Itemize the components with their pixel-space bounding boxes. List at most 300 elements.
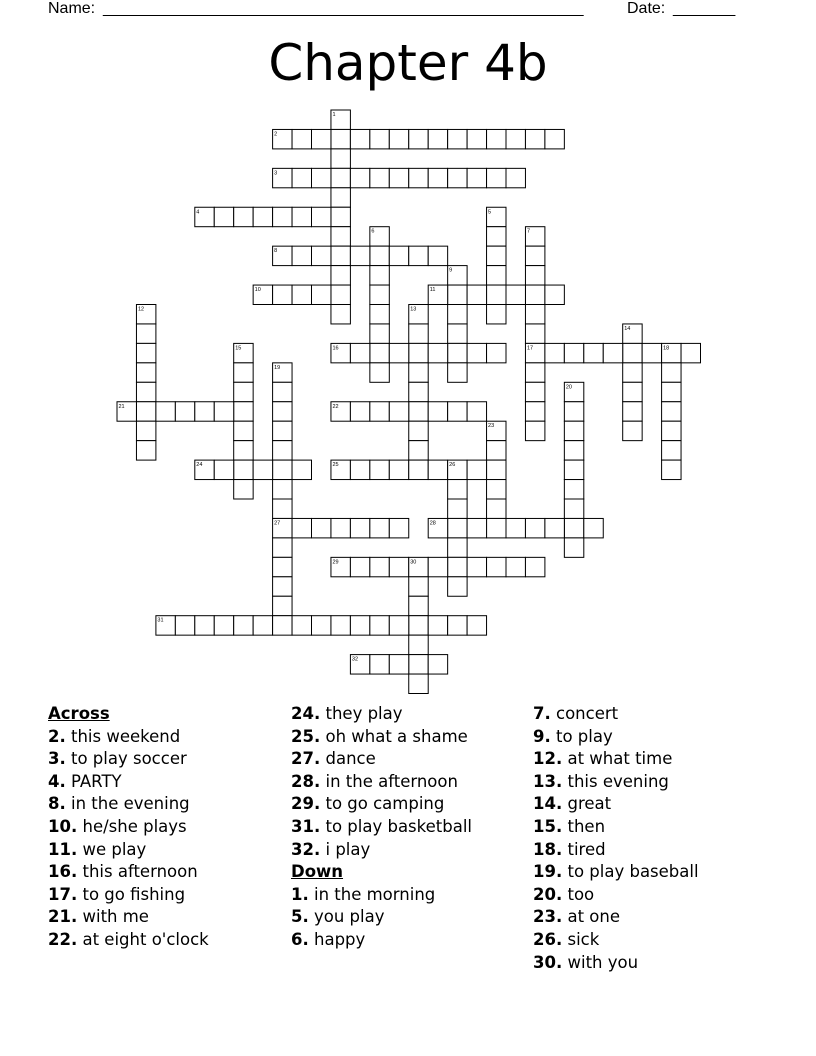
crossword-cell[interactable] (273, 557, 292, 576)
crossword-cell[interactable] (136, 343, 155, 362)
crossword-cell[interactable] (448, 402, 467, 421)
crossword-cell[interactable] (273, 402, 292, 421)
crossword-cell[interactable] (370, 655, 389, 674)
cell-number: 9 (449, 267, 453, 274)
crossword-cell[interactable] (292, 129, 311, 148)
crossword-cell[interactable] (273, 616, 292, 635)
name-label: Name: (48, 0, 96, 17)
crossword-cell[interactable] (214, 616, 233, 635)
crossword-cell[interactable] (331, 227, 350, 246)
crossword-cell[interactable] (214, 402, 233, 421)
crossword-cell[interactable] (370, 616, 389, 635)
cell-number: 12 (137, 306, 145, 313)
clue-text: he/she plays (82, 816, 187, 836)
crossword-cell[interactable] (525, 305, 544, 324)
crossword-cell[interactable] (564, 499, 583, 518)
clue-number: 2. (48, 726, 66, 746)
clue-number: 17. (48, 884, 78, 904)
crossword-cell[interactable] (642, 343, 661, 362)
crossword-cell[interactable] (506, 129, 525, 148)
clue-text: to play basketball (325, 816, 472, 836)
clue-text: at eight o'clock (82, 929, 209, 949)
crossword-cell[interactable] (428, 460, 447, 479)
crossword-cell[interactable] (448, 168, 467, 187)
crossword-cell[interactable] (428, 246, 447, 265)
crossword-cell[interactable] (350, 168, 369, 187)
crossword-cell[interactable] (467, 557, 486, 576)
crossword-cell[interactable] (409, 363, 428, 382)
clue-text: in the morning (314, 884, 436, 904)
clue-number: 18. (533, 839, 563, 859)
crossword-cell[interactable] (448, 324, 467, 343)
crossword-cell[interactable] (389, 402, 408, 421)
crossword-cell[interactable] (428, 343, 447, 362)
crossword-cell[interactable] (428, 402, 447, 421)
crossword-cell[interactable] (506, 518, 525, 537)
cell-number: 31 (157, 617, 164, 624)
crossword-cell[interactable] (662, 363, 681, 382)
clue-down (533, 929, 773, 952)
clue-across (48, 861, 288, 884)
crossword-cell[interactable] (312, 207, 331, 226)
crossword-cell[interactable] (273, 382, 292, 401)
crossword-cell[interactable] (234, 402, 253, 421)
crossword-cell[interactable] (292, 285, 311, 304)
crossword-cell[interactable] (623, 421, 642, 440)
clue-down (533, 952, 773, 975)
crossword-cell[interactable] (487, 518, 506, 537)
crossword-cell[interactable] (681, 343, 700, 362)
crossword-cell[interactable] (487, 480, 506, 499)
crossword-cell[interactable] (370, 324, 389, 343)
crossword-cell[interactable] (273, 577, 292, 596)
clue-down (533, 906, 773, 929)
clue-text: to go fishing (82, 884, 186, 904)
crossword-cell[interactable] (525, 246, 544, 265)
cell-number: 28 (429, 520, 436, 527)
crossword-cell[interactable] (350, 402, 369, 421)
crossword-cell[interactable] (448, 285, 467, 304)
cell-number: 22 (332, 403, 339, 410)
crossword-cell[interactable] (389, 655, 408, 674)
crossword-cell[interactable] (409, 616, 428, 635)
clue-number: 26. (533, 929, 563, 949)
crossword-cell[interactable] (409, 129, 428, 148)
crossword-cell[interactable] (214, 460, 233, 479)
crossword-cell[interactable] (487, 227, 506, 246)
crossword-cell[interactable] (409, 577, 428, 596)
crossword-cell[interactable] (448, 480, 467, 499)
crossword-cell[interactable] (525, 421, 544, 440)
clue-number: 28. (291, 771, 321, 791)
name-blank-line[interactable]: ______________________________________________________ (103, 0, 584, 17)
crossword-cell[interactable] (312, 616, 331, 635)
crossword-cell[interactable] (603, 343, 622, 362)
crossword-cell[interactable] (467, 168, 486, 187)
crossword-cell[interactable] (292, 168, 311, 187)
cell-number: 26 (449, 462, 456, 469)
crossword-cell[interactable] (448, 577, 467, 596)
down-heading: Down (291, 862, 344, 882)
crossword-cell[interactable] (175, 402, 194, 421)
crossword-cell[interactable] (370, 246, 389, 265)
clue-down (291, 929, 531, 952)
crossword-cell[interactable] (467, 285, 486, 304)
crossword-cell[interactable] (409, 674, 428, 693)
crossword-cell[interactable] (350, 616, 369, 635)
crossword-cell[interactable] (234, 421, 253, 440)
crossword-cell[interactable] (525, 557, 544, 576)
crossword-cell[interactable] (448, 499, 467, 518)
crossword-cell[interactable] (273, 538, 292, 557)
crossword-cell[interactable] (525, 266, 544, 285)
crossword-cell[interactable] (331, 285, 350, 304)
crossword-cell[interactable] (331, 518, 350, 537)
crossword-cell[interactable] (564, 460, 583, 479)
crossword-cell[interactable] (409, 246, 428, 265)
crossword-cell[interactable] (662, 402, 681, 421)
crossword-cell[interactable] (253, 207, 272, 226)
crossword-cell[interactable] (662, 382, 681, 401)
crossword-cell[interactable] (623, 363, 642, 382)
clue-column-2 (291, 703, 531, 952)
crossword-cell[interactable] (428, 616, 447, 635)
clue-down (291, 884, 531, 907)
crossword-cell[interactable] (234, 441, 253, 460)
crossword-cell[interactable] (136, 402, 155, 421)
crossword-cell[interactable] (389, 518, 408, 537)
clue-number: 20. (533, 884, 563, 904)
crossword-cell[interactable] (487, 499, 506, 518)
clue-across (48, 793, 288, 816)
clue-number: 13. (533, 771, 563, 791)
crossword-cell[interactable] (136, 441, 155, 460)
crossword-cell[interactable] (564, 402, 583, 421)
crossword-cell[interactable] (331, 188, 350, 207)
cell-number: 19 (274, 364, 281, 371)
crossword-cell[interactable] (331, 149, 350, 168)
clue-column-1 (48, 703, 288, 952)
crossword-cell[interactable] (312, 285, 331, 304)
crossword-cell[interactable] (389, 557, 408, 576)
crossword-cell[interactable] (292, 207, 311, 226)
crossword-cell[interactable] (370, 168, 389, 187)
crossword-cell[interactable] (428, 129, 447, 148)
cell-number: 15 (235, 345, 242, 352)
crossword-cell[interactable] (448, 129, 467, 148)
crossword-cell[interactable] (350, 557, 369, 576)
crossword-cell[interactable] (350, 518, 369, 537)
crossword-cell[interactable] (564, 421, 583, 440)
crossword-cell[interactable] (234, 616, 253, 635)
cell-number: 29 (332, 559, 339, 566)
crossword-cell[interactable] (370, 285, 389, 304)
crossword-cell[interactable] (234, 382, 253, 401)
clue-across (48, 726, 288, 749)
crossword-cell[interactable] (312, 518, 331, 537)
crossword-cell[interactable] (273, 460, 292, 479)
clue-text: oh what a shame (325, 726, 468, 746)
crossword-cell[interactable] (525, 363, 544, 382)
crossword-cell[interactable] (273, 596, 292, 615)
crossword-cell[interactable] (409, 460, 428, 479)
crossword-cell[interactable] (487, 343, 506, 362)
crossword-cell[interactable] (467, 518, 486, 537)
crossword-cell[interactable] (487, 246, 506, 265)
clue-number: 21. (48, 907, 78, 927)
clue-text: to go camping (325, 794, 445, 814)
crossword-cell[interactable] (525, 324, 544, 343)
crossword-cell[interactable] (506, 168, 525, 187)
crossword-cell[interactable] (487, 460, 506, 479)
crossword-cell[interactable] (487, 266, 506, 285)
clue-text: we play (82, 839, 147, 859)
crossword-cell[interactable] (448, 538, 467, 557)
cell-number: 25 (332, 462, 339, 469)
clue-down (533, 839, 773, 862)
crossword-cell[interactable] (428, 168, 447, 187)
cell-number: 20 (565, 384, 572, 391)
crossword-cell[interactable] (195, 402, 214, 421)
crossword-cell[interactable] (487, 305, 506, 324)
crossword-cell[interactable] (292, 518, 311, 537)
clue-number: 6. (291, 929, 309, 949)
crossword-cell[interactable] (370, 402, 389, 421)
crossword-cell[interactable] (409, 402, 428, 421)
crossword-cell[interactable] (292, 616, 311, 635)
crossword-cell[interactable] (350, 246, 369, 265)
crossword-cell[interactable] (273, 207, 292, 226)
crossword-cell[interactable] (428, 655, 447, 674)
clue-number: 29. (291, 794, 321, 814)
crossword-cell[interactable] (234, 460, 253, 479)
crossword-cell[interactable] (136, 382, 155, 401)
clue-across (291, 771, 531, 794)
clue-number: 27. (291, 749, 321, 769)
clue-text: dance (325, 749, 376, 769)
clue-number: 5. (291, 907, 309, 927)
crossword-cell[interactable] (370, 266, 389, 285)
cell-number: 23 (488, 423, 495, 430)
clue-text: with me (82, 907, 149, 927)
crossword-cell[interactable] (662, 460, 681, 479)
clue-number: 1. (291, 884, 309, 904)
crossword-cell[interactable] (234, 480, 253, 499)
crossword-cell[interactable] (389, 168, 408, 187)
crossword-cell[interactable] (584, 518, 603, 537)
cell-number: 17 (526, 345, 534, 352)
clue-number: 24. (291, 704, 321, 723)
clue-down (291, 906, 531, 929)
crossword-cell[interactable] (350, 460, 369, 479)
crossword-cell[interactable] (545, 518, 564, 537)
crossword-cell[interactable] (273, 480, 292, 499)
clue-text: concert (556, 704, 619, 723)
crossword-cell[interactable] (545, 285, 564, 304)
crossword-cell[interactable] (409, 655, 428, 674)
clue-down (533, 771, 773, 794)
crossword-cell[interactable] (525, 402, 544, 421)
clue-text: great (567, 794, 612, 814)
crossword-cell[interactable] (467, 460, 486, 479)
clue-number: 11. (48, 839, 78, 859)
crossword-cell[interactable] (292, 246, 311, 265)
clue-number: 19. (533, 862, 563, 882)
crossword-cell[interactable] (467, 129, 486, 148)
crossword-cell[interactable] (292, 460, 311, 479)
crossword-cell[interactable] (273, 421, 292, 440)
crossword-cell[interactable] (448, 518, 467, 537)
crossword-cell[interactable] (623, 343, 642, 362)
crossword-cell[interactable] (331, 207, 350, 226)
crossword-cell[interactable] (234, 207, 253, 226)
crossword-cell[interactable] (389, 246, 408, 265)
cell-number: 30 (410, 559, 417, 566)
crossword-cell[interactable] (331, 246, 350, 265)
crossword-cell[interactable] (234, 363, 253, 382)
crossword-cell[interactable] (389, 460, 408, 479)
crossword-cell[interactable] (273, 285, 292, 304)
clue-down (533, 861, 773, 884)
clue-number: 8. (48, 794, 66, 814)
crossword-cell[interactable] (136, 324, 155, 343)
crossword-cell[interactable] (370, 305, 389, 324)
crossword-cell[interactable] (487, 129, 506, 148)
crossword-cell[interactable] (564, 480, 583, 499)
crossword-cell[interactable] (389, 616, 408, 635)
clue-text: this evening (567, 771, 669, 791)
crossword-cell[interactable] (195, 616, 214, 635)
crossword-cell[interactable] (564, 518, 583, 537)
crossword-cell[interactable] (448, 363, 467, 382)
clue-across (291, 726, 531, 749)
clue-text: in the evening (71, 794, 190, 814)
crossword-cell[interactable] (370, 557, 389, 576)
crossword-cell[interactable] (370, 129, 389, 148)
cell-number: 24 (196, 462, 203, 469)
crossword-cell[interactable] (448, 557, 467, 576)
clue-number: 14. (533, 794, 563, 814)
crossword-cell[interactable] (564, 538, 583, 557)
crossword-cell[interactable] (428, 557, 447, 576)
crossword-cell[interactable] (175, 616, 194, 635)
crossword-cell[interactable] (331, 266, 350, 285)
crossword-cell[interactable] (662, 421, 681, 440)
clue-text: this afternoon (82, 862, 198, 882)
clue-across (291, 703, 531, 726)
crossword-cell[interactable] (487, 441, 506, 460)
crossword-cell[interactable] (350, 343, 369, 362)
crossword-cell[interactable] (312, 168, 331, 187)
crossword-cell[interactable] (273, 499, 292, 518)
clue-across (291, 816, 531, 839)
crossword-cell[interactable] (409, 343, 428, 362)
clue-number: 7. (533, 704, 551, 723)
crossword-cell[interactable] (312, 246, 331, 265)
crossword-cell[interactable] (253, 616, 272, 635)
clue-number: 10. (48, 816, 78, 836)
crossword-cell[interactable] (409, 382, 428, 401)
crossword-cell[interactable] (370, 518, 389, 537)
crossword-cell[interactable] (331, 168, 350, 187)
crossword-cell[interactable] (525, 129, 544, 148)
clue-text: to play baseball (567, 862, 699, 882)
crossword-cell[interactable] (467, 616, 486, 635)
crossword-cell[interactable] (487, 285, 506, 304)
crossword-cell[interactable] (156, 402, 175, 421)
crossword-cell[interactable] (312, 129, 331, 148)
clue-down (533, 703, 773, 726)
clue-across (48, 748, 288, 771)
crossword-cell[interactable] (409, 421, 428, 440)
crossword-cell[interactable] (136, 421, 155, 440)
crossword-cell[interactable] (370, 343, 389, 362)
crossword-cell[interactable] (623, 382, 642, 401)
crossword-cell[interactable] (331, 616, 350, 635)
crossword-cell[interactable] (273, 441, 292, 460)
cell-number: 10 (254, 287, 261, 294)
crossword-cell[interactable] (214, 207, 233, 226)
crossword-cell[interactable] (487, 168, 506, 187)
crossword-cell[interactable] (545, 343, 564, 362)
crossword-cell[interactable] (389, 129, 408, 148)
crossword-cell[interactable] (370, 460, 389, 479)
crossword-cell[interactable] (448, 616, 467, 635)
crossword-cell[interactable] (623, 402, 642, 421)
crossword-cell[interactable] (253, 460, 272, 479)
crossword-cell[interactable] (487, 557, 506, 576)
clue-text: i play (325, 839, 371, 859)
crossword-cell[interactable] (662, 441, 681, 460)
crossword-cell[interactable] (331, 305, 350, 324)
crossword-cell[interactable] (525, 285, 544, 304)
date-blank-line[interactable]: _______ (673, 0, 736, 17)
clue-down (533, 793, 773, 816)
crossword-cell[interactable] (409, 441, 428, 460)
crossword-cell[interactable] (564, 343, 583, 362)
clue-number: 4. (48, 771, 66, 791)
crossword-cell[interactable] (584, 343, 603, 362)
crossword-cell[interactable] (448, 305, 467, 324)
clue-across (48, 929, 288, 952)
clue-text: at one (567, 907, 621, 927)
clue-number: 25. (291, 726, 321, 746)
crossword-cell[interactable] (409, 635, 428, 654)
crossword-cell[interactable] (136, 363, 155, 382)
crossword-cell[interactable] (467, 343, 486, 362)
crossword-cell[interactable] (409, 168, 428, 187)
crossword-cell[interactable] (448, 343, 467, 362)
crossword-cell[interactable] (506, 285, 525, 304)
crossword-cell[interactable] (506, 557, 525, 576)
crossword-cell[interactable] (564, 441, 583, 460)
crossword-cell[interactable] (525, 382, 544, 401)
crossword-cell[interactable] (331, 129, 350, 148)
clue-text: with you (567, 952, 639, 972)
crossword-cell[interactable] (350, 129, 369, 148)
crossword-cell[interactable] (409, 596, 428, 615)
clue-text: tired (567, 839, 606, 859)
crossword-cell[interactable] (389, 343, 408, 362)
crossword-cell[interactable] (467, 402, 486, 421)
clue-across (48, 884, 288, 907)
crossword-cell[interactable] (370, 363, 389, 382)
crossword-cell[interactable] (409, 324, 428, 343)
crossword-cell[interactable] (545, 129, 564, 148)
clue-number: 15. (533, 816, 563, 836)
clue-number: 16. (48, 862, 78, 882)
crossword-cell[interactable] (525, 518, 544, 537)
